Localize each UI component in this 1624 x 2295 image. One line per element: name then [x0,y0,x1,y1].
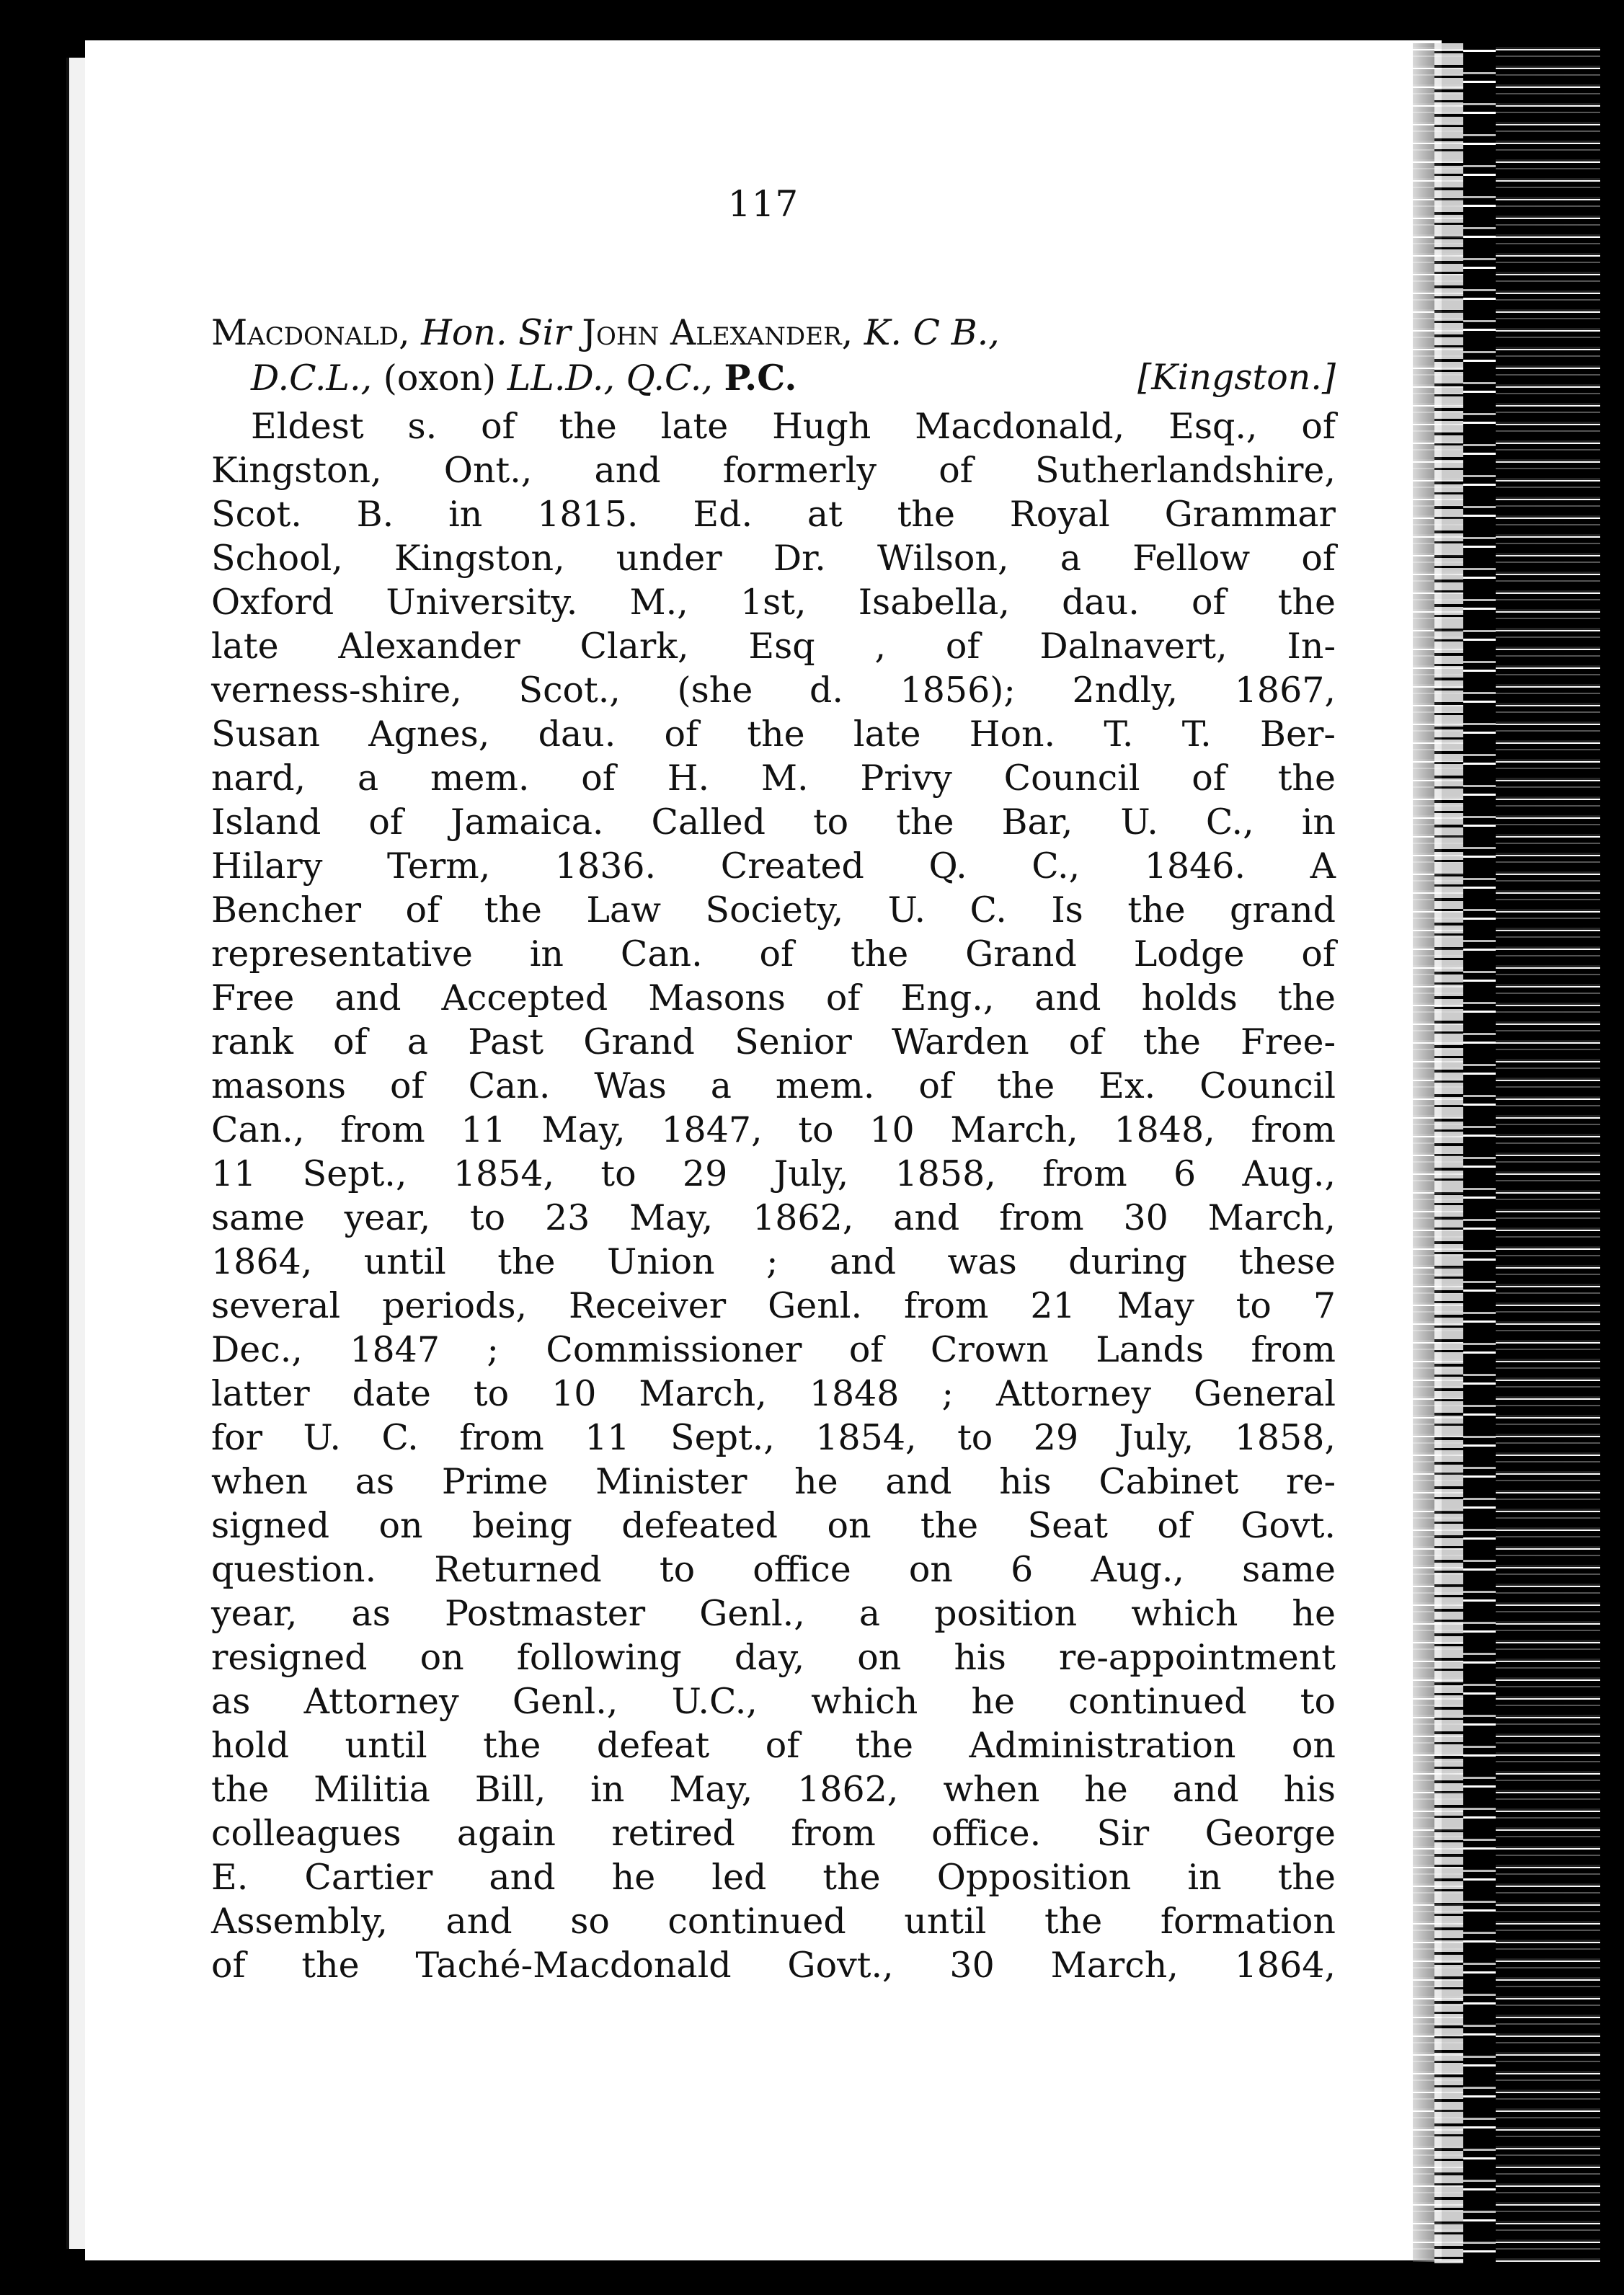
text-line: when as Prime Minister he and his Cabinet re- [211,1461,1336,1502]
text-line: resigned on following day, on his re-appointment [211,1637,1336,1678]
entry-honours-lld-qc: LL.D., Q.C., [507,358,713,399]
page-edge-noise [1434,43,1463,2263]
text-line: the Militia Bill, in May, 1862, when he and his [211,1769,1336,1810]
text-line: masons of Can. Was a mem. of the Ex. Council [211,1065,1336,1106]
page-number: 117 [727,183,799,225]
text-line: Can., from 11 May, 1847, to 10 March, 1848, from [211,1109,1336,1150]
text-line: School, Kingston, under Dr. Wilson, a Fellow of [211,538,1336,579]
book-page [85,40,1442,2260]
entry-honours-oxon: (oxon) [383,358,497,399]
text-line: Island of Jamaica. Called to the Bar, U. C., in [211,802,1336,843]
text-line: signed on being defeated on the Seat of Govt. [211,1505,1336,1546]
text-line: late Alexander Clark, Esq , of Dalnavert, In- [211,626,1336,667]
entry-honours-1: K. C B., [864,312,1000,353]
text-line: Kingston, Ont., and formerly of Sutherlandshire, [211,450,1336,491]
entry-surname: Macdonald, [211,312,410,353]
text-line: rank of a Past Grand Senior Warden of the Free- [211,1021,1336,1062]
text-line: hold until the defeat of the Administration on [211,1725,1336,1766]
text-line: Bencher of the Law Society, U. C. Is the grand [211,889,1336,931]
text-line: E. Cartier and he led the Opposition in the [211,1857,1336,1898]
page-edge-dark [1463,43,1496,2263]
text-line: Dec., 1847 ; Commissioner of Crown Lands from [211,1329,1336,1370]
text-line: several periods, Receiver Genl. from 21 May to 7 [211,1285,1336,1326]
text-line: same year, to 23 May, 1862, and from 30 March, [211,1197,1336,1238]
text-line: nard, a mem. of H. M. Privy Council of the [211,758,1336,799]
entry-honours-dcl: D.C.L., [251,358,373,399]
text-line: question. Returned to office on 6 Aug., same [211,1549,1336,1590]
text-line: Oxford University. M., 1st, Isabella, dau. of the [211,582,1336,623]
entry-heading [211,311,1336,401]
heading-line-2 [211,355,1336,401]
text-line: year, as Postmaster Genl., a position which he [211,1593,1336,1634]
text-line: Eldest s. of the late Hugh Macdonald, Esq., of [251,406,1336,447]
text-line: as Attorney Genl., U.C., which he continued to [211,1681,1336,1722]
heading-line-1 [211,311,1336,355]
entry-given-names: John Alexander, [582,312,853,353]
text-line: Susan Agnes, dau. of the late Hon. T. T. Ber- [211,714,1336,755]
text-line: of the Taché-Macdonald Govt., 30 March, 1864, [211,1945,1336,1986]
text-line: Free and Accepted Masons of Eng., and holds the [211,977,1336,1018]
text-line: for U. C. from 11 Sept., 1854, to 29 July, 1858, [211,1417,1336,1458]
entry-body [211,404,1336,1987]
text-line: 1864, until the Union ; and was during these [211,1241,1336,1282]
text-line: colleagues again retired from office. Sir George [211,1813,1336,1854]
entry-residence: [Kingston.] [1137,357,1336,398]
entry-title: Hon. Sir [421,312,571,353]
text-line: verness-shire, Scot., (she d. 1856); 2ndly, 1867, [211,670,1336,711]
text-line: Scot. B. in 1815. Ed. at the Royal Grammar [211,494,1336,535]
text-line: representative in Can. of the Grand Lodge of [211,933,1336,975]
text-line: latter date to 10 March, 1848 ; Attorney General [211,1373,1336,1414]
text-line: Hilary Term, 1836. Created Q. C., 1846. A [211,845,1336,887]
entry-honours-pc: P.C. [724,357,797,399]
text-line: 11 Sept., 1854, to 29 July, 1858, from 6 Aug., [211,1153,1336,1194]
text-line: Assembly, and so continued until the formation [211,1901,1336,1942]
